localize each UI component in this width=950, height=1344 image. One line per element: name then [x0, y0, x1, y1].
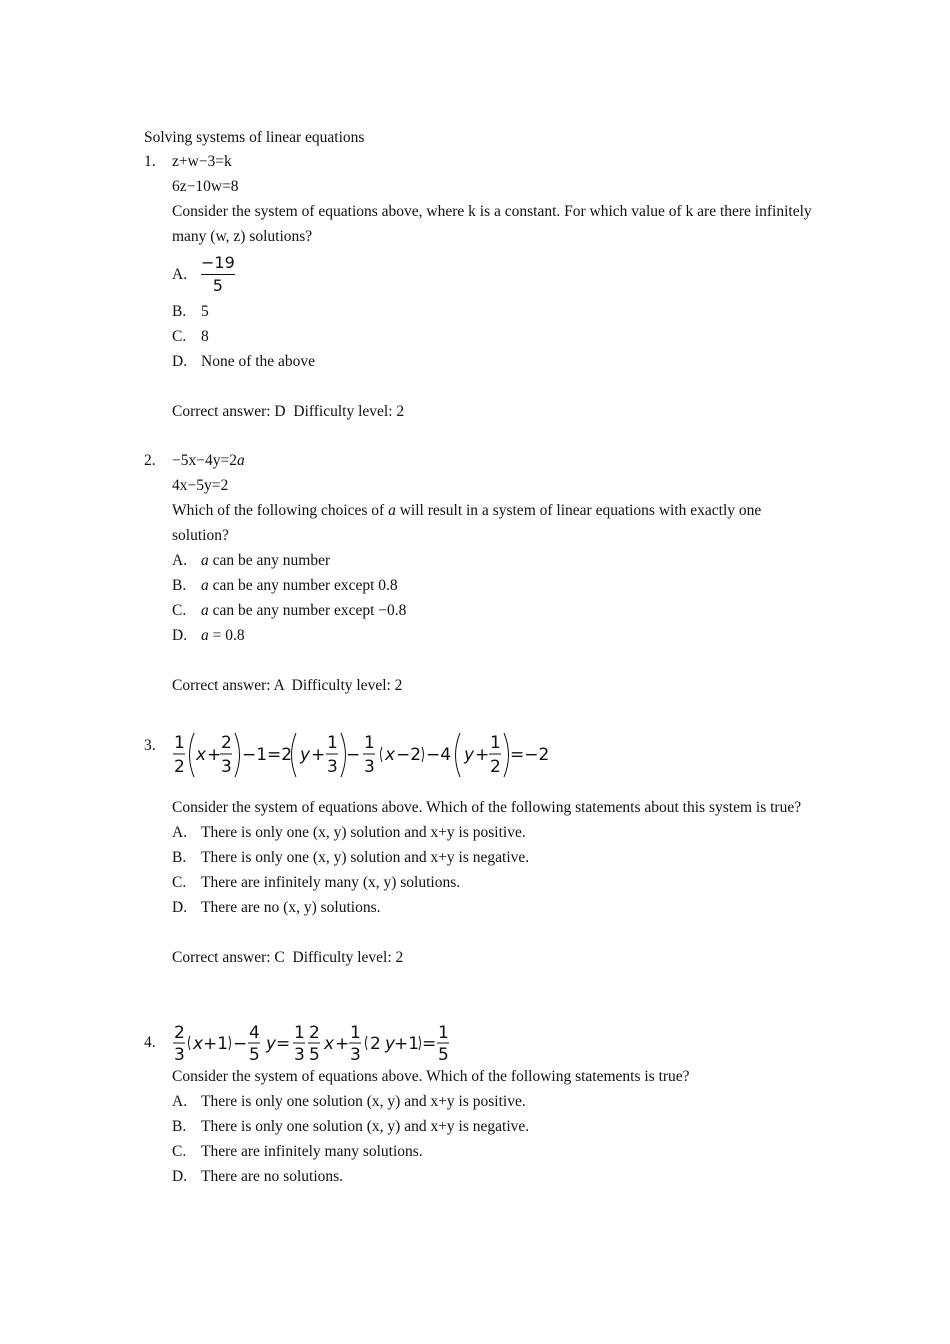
question-prompt — [172, 498, 812, 548]
variable: x — [324, 1034, 335, 1054]
prompt-text: will result in a system of linear equations with exactly one solution? — [172, 502, 762, 544]
option-label: C. — [172, 1143, 187, 1160]
option-text: There is only one (x, y) solution and x+y is positive. — [201, 824, 526, 841]
correct-answer: Correct answer: C Difficulty level: 2 — [172, 949, 404, 966]
option-b — [172, 573, 824, 598]
option-text: There is only one solution (x, y) and x+y is negative. — [201, 1118, 530, 1135]
fraction-denominator: 3 — [350, 1045, 361, 1064]
option-label: D. — [172, 1168, 188, 1185]
option-label: B. — [172, 577, 187, 594]
correct-answer: Correct answer: A Difficulty level: 2 — [172, 677, 403, 694]
option-text: None of the above — [201, 353, 316, 370]
variable: a — [201, 627, 209, 644]
operator: + — [207, 745, 222, 765]
option-text: can be any number except −0.8 — [208, 602, 407, 619]
fraction-numerator: 2 — [221, 733, 232, 753]
option-c — [172, 870, 824, 895]
fraction-numerator: 1 — [327, 733, 338, 753]
variable: y — [300, 745, 311, 765]
option-text: 5 — [201, 303, 209, 320]
fraction-numerator: 1 — [364, 733, 375, 753]
option-text: There are infinitely many (x, y) solutions. — [201, 874, 461, 891]
option-label: D. — [172, 627, 188, 644]
right-paren — [422, 747, 424, 762]
equation-text: −4 — [426, 745, 452, 765]
left-paren — [292, 733, 297, 777]
equation-text: −1=2 — [242, 745, 293, 765]
document-title: Solving systems of linear equations — [144, 129, 365, 146]
variable: a — [388, 502, 396, 519]
equation-text: 2 — [370, 1034, 381, 1054]
right-paren — [504, 733, 509, 777]
equation-text: +1 — [203, 1034, 229, 1054]
option-text: There is only one (x, y) solution and x+y is negative. — [201, 849, 530, 866]
right-paren — [419, 1036, 421, 1050]
fraction-denominator: 5 — [249, 1045, 260, 1064]
option-label: C. — [172, 328, 187, 345]
option-label: B. — [172, 303, 187, 320]
fraction-numerator: 1 — [490, 733, 501, 753]
fraction-denominator: 2 — [490, 757, 501, 777]
left-paren — [456, 733, 461, 777]
question-number: 2. — [144, 452, 156, 469]
variable: x — [196, 745, 207, 765]
option-a — [172, 548, 824, 573]
variable: a — [201, 552, 209, 569]
option-text: can be any number — [208, 552, 331, 569]
option-c — [172, 324, 824, 349]
correct-answer: Correct answer: D Difficulty level: 2 — [172, 403, 405, 420]
equation-3 — [172, 729, 572, 781]
question-1 — [144, 149, 824, 424]
question-number: 3. — [144, 737, 156, 754]
question-prompt: Consider the system of equations above. Which of the following statements is true? — [172, 1068, 690, 1085]
equation-line: 6z−10w=8 — [172, 178, 239, 195]
question-4 — [144, 1023, 824, 1189]
option-a — [172, 1089, 824, 1114]
fraction-denominator: 2 — [174, 757, 185, 777]
option-d — [172, 349, 824, 374]
right-paren — [341, 733, 346, 777]
option-b — [172, 299, 824, 324]
fraction-denominator: 5 — [212, 275, 223, 295]
left-paren — [381, 747, 383, 762]
question-2 — [144, 448, 824, 698]
option-text: There are infinitely many solutions. — [201, 1143, 423, 1160]
option-text: = 0.8 — [208, 627, 245, 644]
option-text: There is only one solution (x, y) and x+y is positive. — [201, 1093, 526, 1110]
option-label: A. — [172, 552, 188, 569]
fraction-numerator: 2 — [309, 1023, 320, 1043]
prompt-text: Which of the following choices of — [172, 502, 389, 519]
question-3 — [144, 733, 824, 970]
operator: + — [335, 1034, 350, 1054]
option-a — [172, 820, 824, 845]
fraction-numerator: 1 — [294, 1023, 305, 1043]
fraction-numerator: −19 — [201, 252, 235, 272]
fraction-numerator: 1 — [174, 733, 185, 753]
option-label: D. — [172, 899, 188, 916]
option-label: B. — [172, 1118, 187, 1135]
question-number: 4. — [144, 1034, 156, 1051]
fraction-numerator: 2 — [174, 1023, 185, 1043]
option-c — [172, 1139, 824, 1164]
option-label: C. — [172, 874, 187, 891]
variable: a — [236, 452, 245, 469]
option-label: A. — [172, 265, 188, 283]
operator: − — [233, 1034, 248, 1054]
fraction-denominator: 3 — [327, 757, 338, 777]
option-label: D. — [172, 353, 188, 370]
fraction-numerator: 4 — [249, 1023, 260, 1043]
question-prompt: Consider the system of equations above. Which of the following statements about this system is true? — [172, 799, 802, 816]
option-c — [172, 598, 824, 623]
operator: + — [311, 745, 326, 765]
option-label: A. — [172, 1093, 188, 1110]
left-paren — [190, 733, 195, 777]
operator: = — [422, 1034, 437, 1054]
variable: x — [193, 1034, 204, 1054]
fraction-denominator: 3 — [364, 757, 375, 777]
option-text: There are no (x, y) solutions. — [201, 899, 381, 916]
variable: y — [266, 1034, 277, 1054]
operator: = — [276, 1034, 291, 1054]
left-paren — [366, 1036, 368, 1050]
equation-4 — [172, 1022, 472, 1064]
equation-line: 4x−5y=2 — [172, 477, 229, 494]
equation-text: −2 — [396, 745, 422, 765]
fraction-denominator: 3 — [221, 757, 232, 777]
equation-text: +1 — [394, 1034, 420, 1054]
equation-line — [172, 448, 824, 473]
question-number: 1. — [144, 153, 156, 170]
variable: a — [201, 602, 209, 619]
option-d — [172, 623, 824, 648]
option-label: A. — [172, 824, 188, 841]
equation-text: =−2 — [510, 745, 550, 765]
variable: y — [385, 1034, 396, 1054]
question-prompt: Consider the system of equations above, where k is a constant. For which value of k are there infinitely many (w, z) solutions? — [172, 203, 812, 245]
option-text: There are no solutions. — [201, 1168, 344, 1185]
option-d — [172, 895, 824, 920]
option-text: 8 — [201, 328, 209, 345]
operator: − — [346, 745, 361, 765]
option-d — [172, 1164, 824, 1189]
operator: + — [475, 745, 490, 765]
variable: x — [385, 745, 396, 765]
equation-text: −5x−4y=2 — [172, 452, 237, 469]
equation-line: z+w−3=k — [172, 153, 232, 170]
option-text: can be any number except 0.8 — [208, 577, 398, 594]
left-paren — [189, 1036, 191, 1050]
fraction-numerator: 1 — [438, 1023, 449, 1043]
variable: y — [464, 745, 475, 765]
option-b — [172, 1114, 824, 1139]
fraction-denominator: 5 — [309, 1045, 320, 1064]
fraction-numerator: 1 — [350, 1023, 361, 1043]
fraction — [201, 252, 235, 297]
option-b — [172, 845, 824, 870]
fraction-denominator: 3 — [294, 1045, 305, 1064]
right-paren — [235, 733, 240, 777]
option-a — [172, 249, 824, 299]
option-label: C. — [172, 602, 187, 619]
variable: a — [201, 577, 209, 594]
right-paren — [229, 1036, 231, 1050]
fraction-denominator: 3 — [174, 1045, 185, 1064]
option-label: B. — [172, 849, 187, 866]
fraction-denominator: 5 — [438, 1045, 449, 1064]
